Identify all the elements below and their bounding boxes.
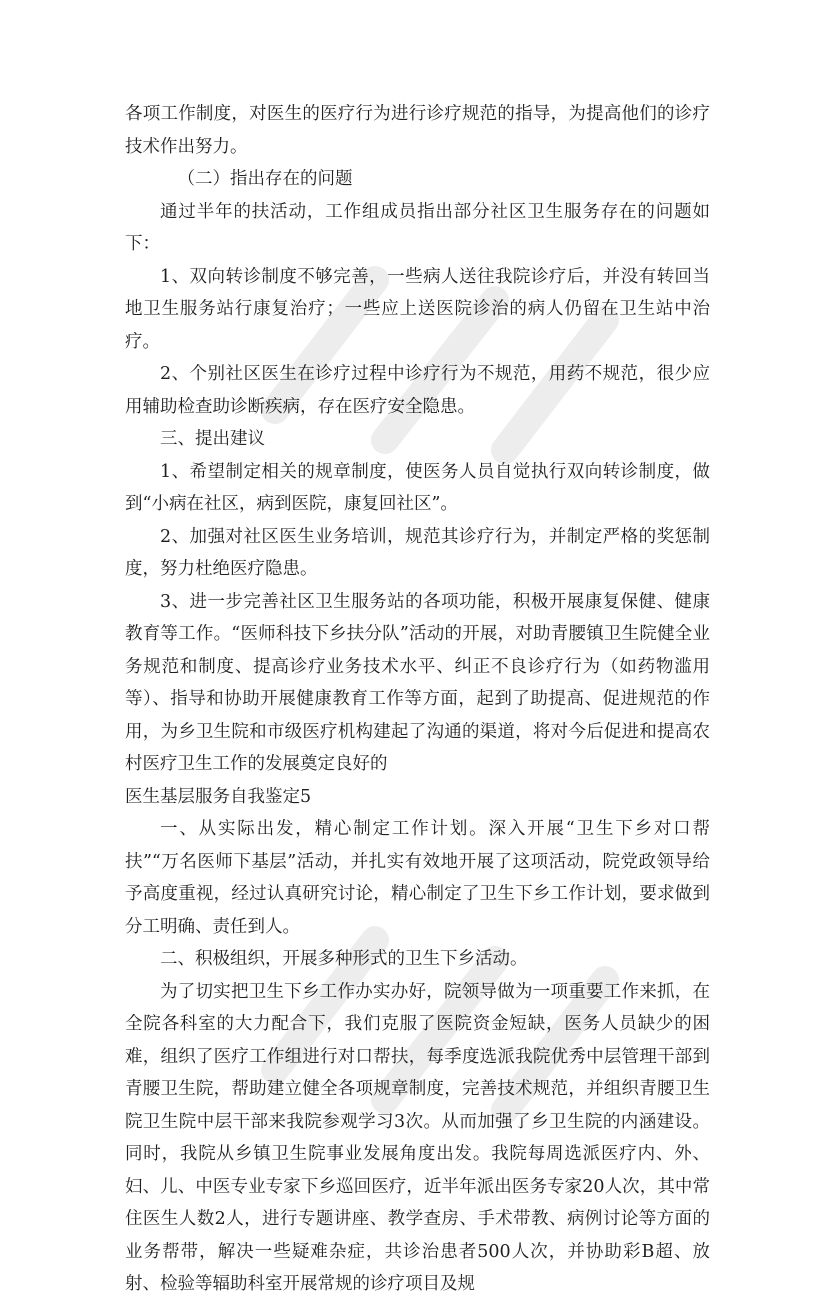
document-title: 医生基层服务自我鉴定5: [125, 786, 312, 807]
paragraph: 一、从实际出发，精心制定工作计划。深入开展“卫生下乡对口帮扶”“万名医师下基层”活动，并扎实有效地开展了这项活动，院党政领导给予高度重视，经过认真研究讨论，精心制定了卫生下乡工作计划，要求做到分工明确、责任到人。: [125, 819, 710, 937]
paragraph: 1、双向转诊制度不够完善，一些病人送往我院诊疗后，并没有转回当地卫生服务站行康复治疗；一些应上送医院诊治的病人仍留在卫生站中治疗。: [125, 266, 710, 352]
paragraph: 为了切实把卫生下乡工作办实办好，院领导做为一项重要工作来抓，在全院各科室的大力配合下，我们克服了医院资金短缺，医务人员缺少的困难，组织了医疗工作组进行对口帮扶，每季度选派我院优秀中层管理干部到青腰卫生院，帮助建立健全各项规章制度，完善技术规范，并组织青腰卫生院卫生院中层干部来我院参观学习3次。从而加强了乡卫生院的内涵建设。同时，我院从乡镇卫生院事业发展角度出发。我院每周选派医疗内、外、妇、儿、中医专业专家下乡巡回医疗，近半年派出医务专家20人次，其中常住医生人数2人，进行专题讲座、教学查房、手术带教、病例讨论等方面的业务帮带，解决一些疑难杂症，共诊治患者500人次，并协助彩B超、放射、检验等辐助科室开展常规的诊疗项目及规: [125, 981, 710, 1294]
paragraph: 2、加强对社区医生业务培训，规范其诊疗行为，并制定严格的奖惩制度，努力杜绝医疗隐患。: [125, 526, 710, 579]
section-heading: 三、提出建议: [160, 429, 265, 449]
paragraph: 通过半年的扶活动，工作组成员指出部分社区卫生服务存在的问题如下：: [125, 201, 710, 254]
document-body: [125, 98, 710, 1301]
paragraph: 1、希望制定相关的规章制度，使医务人员自觉执行双向转诊制度，做到“小病在社区，病到医院，康复回社区”。: [125, 461, 710, 514]
section-heading: 二、积极组织，开展多种形式的卫生下乡活动。: [160, 949, 528, 969]
paragraph: 2、个别社区医生在诊疗过程中诊疗行为不规范，用药不规范，很少应用辅助检查助诊断疾病，存在医疗安全隐患。: [125, 364, 710, 417]
paragraph: 各项工作制度，对医生的医疗行为进行诊疗规范的指导，为提高他们的诊疗技术作出努力。: [125, 104, 710, 157]
paragraph: 3、进一步完善社区卫生服务站的各项功能，积极开展康复保健、健康教育等工作。“医师科技下乡扶分队”活动的开展，对助青腰镇卫生院健全业务规范和制度、提高诊疗业务技术水平、纠正不良诊疗行为（如药物滥用等）、指导和协助开展健康教育工作等方面，起到了助提高、促进规范的作用，为乡卫生院和市级医疗机构建起了沟通的渠道，将对今后促进和提高农村医疗卫生工作的发展奠定良好的: [125, 591, 710, 774]
section-heading: （二）指出存在的问题: [177, 169, 353, 189]
